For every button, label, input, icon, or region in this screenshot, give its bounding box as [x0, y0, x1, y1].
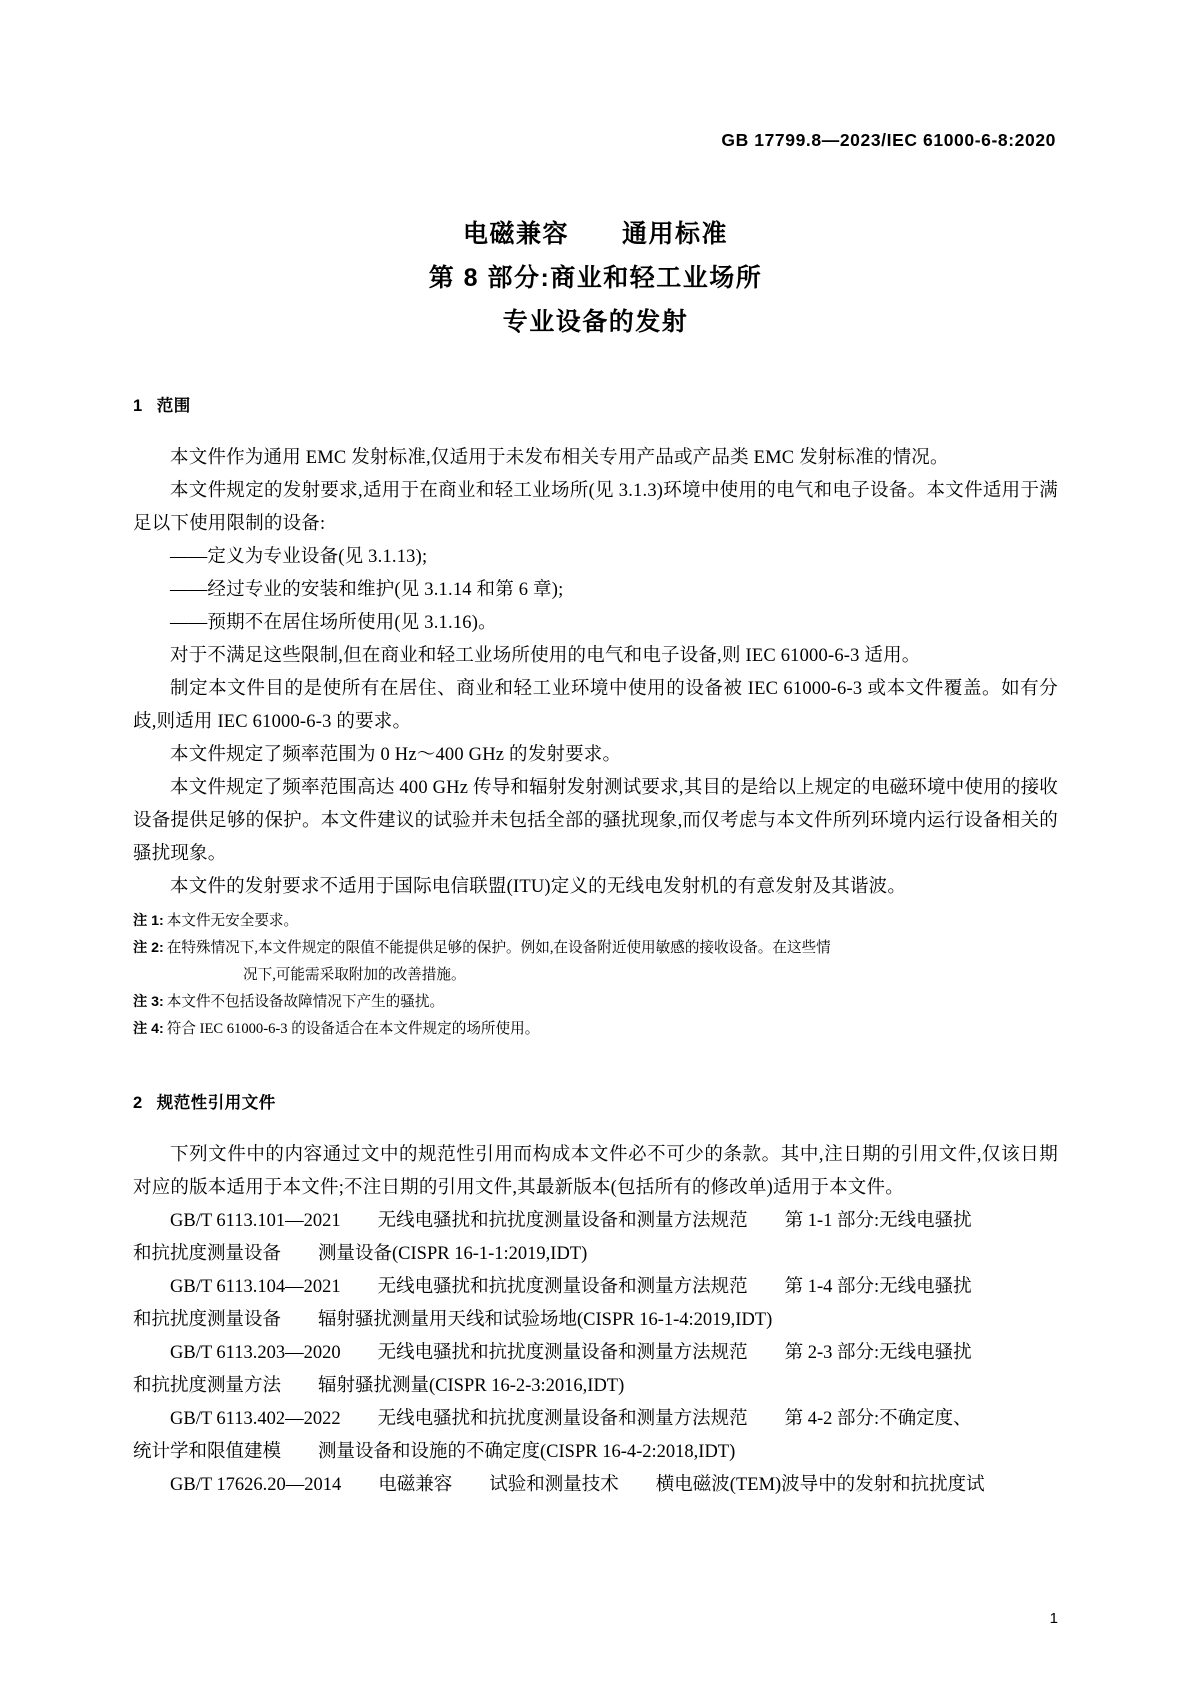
- note-3: [133, 989, 1058, 1016]
- clause-1-heading: [133, 392, 1058, 416]
- title-line-2: 第 8 部分:商业和轻工业场所: [428, 264, 763, 292]
- clause-1-paragraph-6: 本文件规定了频率范围高达 400 GHz 传导和辐射发射测试要求,其目的是给以上规定的电磁环境中使用的接收设备提供足够的保护。本文件建议的试验并未包括全部的骚扰现象,而仅考虑与本文件所列环境内运行设备相关的骚扰现象。: [133, 778, 1058, 864]
- clause-1-paragraph-2: 本文件规定的发射要求,适用于在商业和轻工业场所(见 3.1.3)环境中使用的电气和电子设备。本文件适用于满足以下使用限制的设备:: [133, 481, 1058, 534]
- title-line-3: 专业设备的发射: [502, 308, 689, 336]
- clause-2-intro: 下列文件中的内容通过文中的规范性引用而构成本文件必不可少的条款。其中,注日期的引用文件,仅该日期对应的版本适用于本文件;不注日期的引用文件,其最新版本(包括所有的修改单)适用于本文件。: [133, 1145, 1058, 1198]
- clause-1-paragraph-3: 对于不满足这些限制,但在商业和轻工业场所使用的电气和电子设备,则 IEC 61000-6-3 适用。: [170, 646, 921, 666]
- title-line-1: 电磁兼容 通用标准: [462, 220, 728, 248]
- clause-2-number: 2: [133, 1094, 143, 1112]
- note-1-label: 注 1:: [133, 913, 164, 929]
- clause-1-number: 1: [133, 397, 143, 415]
- reference-item-1-line-1: GB/T 6113.101—2021 无线电骚扰和抗扰度测量设备和测量方法规范 第 1-1 部分:无线电骚扰: [170, 1211, 972, 1231]
- reference-item-5-line-1: GB/T 17626.20—2014 电磁兼容 试验和测量技术 横电磁波(TEM)波导中的发射和抗扰度试: [170, 1475, 985, 1495]
- clause-1-item-3: ——预期不在居住场所使用(见 3.1.16)。: [170, 613, 497, 633]
- reference-item-4-line-2: 统计学和限值建模 测量设备和设施的不确定度(CISPR 16-4-2:2018,IDT): [133, 1442, 736, 1462]
- note-3-text: 本文件不包括设备故障情况下产生的骚扰。: [166, 994, 445, 1010]
- note-2: [133, 935, 1058, 962]
- note-2-label: 注 2:: [133, 940, 164, 956]
- note-4: [133, 1016, 1058, 1043]
- reference-item-2-line-1: GB/T 6113.104—2021 无线电骚扰和抗扰度测量设备和测量方法规范 第 1-4 部分:无线电骚扰: [170, 1277, 972, 1297]
- standard-header: GB 17799.8—2023/IEC 61000-6-8:2020: [721, 130, 1056, 150]
- reference-item-2-line-2: 和抗扰度测量设备 辐射骚扰测量用天线和试验场地(CISPR 16-1-4:2019,IDT): [133, 1310, 773, 1330]
- clause-1-title: 范围: [156, 397, 191, 415]
- note-1: [133, 908, 1058, 935]
- reference-item-3-line-2: 和抗扰度测量方法 辐射骚扰测量(CISPR 16-2-3:2016,IDT): [133, 1376, 625, 1396]
- clause-2-heading: [133, 1089, 1058, 1113]
- note-3-label: 注 3:: [133, 994, 164, 1010]
- note-2-text: 在特殊情况下,本文件规定的限值不能提供足够的保护。例如,在设备附近使用敏感的接收设备。在这些情: [166, 940, 831, 956]
- clause-1-paragraph-4: 制定本文件目的是使所有在居住、商业和轻工业环境中使用的设备被 IEC 61000-6-3 或本文件覆盖。如有分歧,则适用 IEC 61000-6-3 的要求。: [133, 679, 1058, 732]
- reference-item-1-line-2: 和抗扰度测量设备 测量设备(CISPR 16-1-1:2019,IDT): [133, 1244, 588, 1264]
- clause-1-paragraph-7: 本文件的发射要求不适用于国际电信联盟(ITU)定义的无线电发射机的有意发射及其谐波。: [170, 877, 907, 897]
- document-body: [133, 392, 1058, 1502]
- note-4-text: 符合 IEC 61000-6-3 的设备适合在本文件规定的场所使用。: [166, 1021, 540, 1037]
- reference-item-3-line-1: GB/T 6113.203—2020 无线电骚扰和抗扰度测量设备和测量方法规范 第 2-3 部分:无线电骚扰: [170, 1343, 972, 1363]
- clause-1-paragraph-5: 本文件规定了频率范围为 0 Hz～400 GHz 的发射要求。: [170, 745, 622, 765]
- clause-1-paragraph-1: 本文件作为通用 EMC 发射标准,仅适用于未发布相关专用产品或产品类 EMC 发射标准的情况。: [170, 448, 949, 468]
- clause-1-item-2: ——经过专业的安装和维护(见 3.1.14 和第 6 章);: [170, 580, 564, 600]
- clause-1-item-1: ——定义为专业设备(见 3.1.13);: [170, 547, 428, 567]
- note-2-continuation: 况下,可能需采取附加的改善措施。: [243, 967, 466, 983]
- document-title-block: [0, 212, 1191, 344]
- note-1-text: 本文件无安全要求。: [166, 913, 299, 929]
- note-4-label: 注 4:: [133, 1021, 164, 1037]
- page-number: 1: [1049, 1610, 1058, 1627]
- clause-2-title: 规范性引用文件: [156, 1094, 276, 1112]
- reference-item-4-line-1: GB/T 6113.402—2022 无线电骚扰和抗扰度测量设备和测量方法规范 第 4-2 部分:不确定度、: [170, 1409, 972, 1429]
